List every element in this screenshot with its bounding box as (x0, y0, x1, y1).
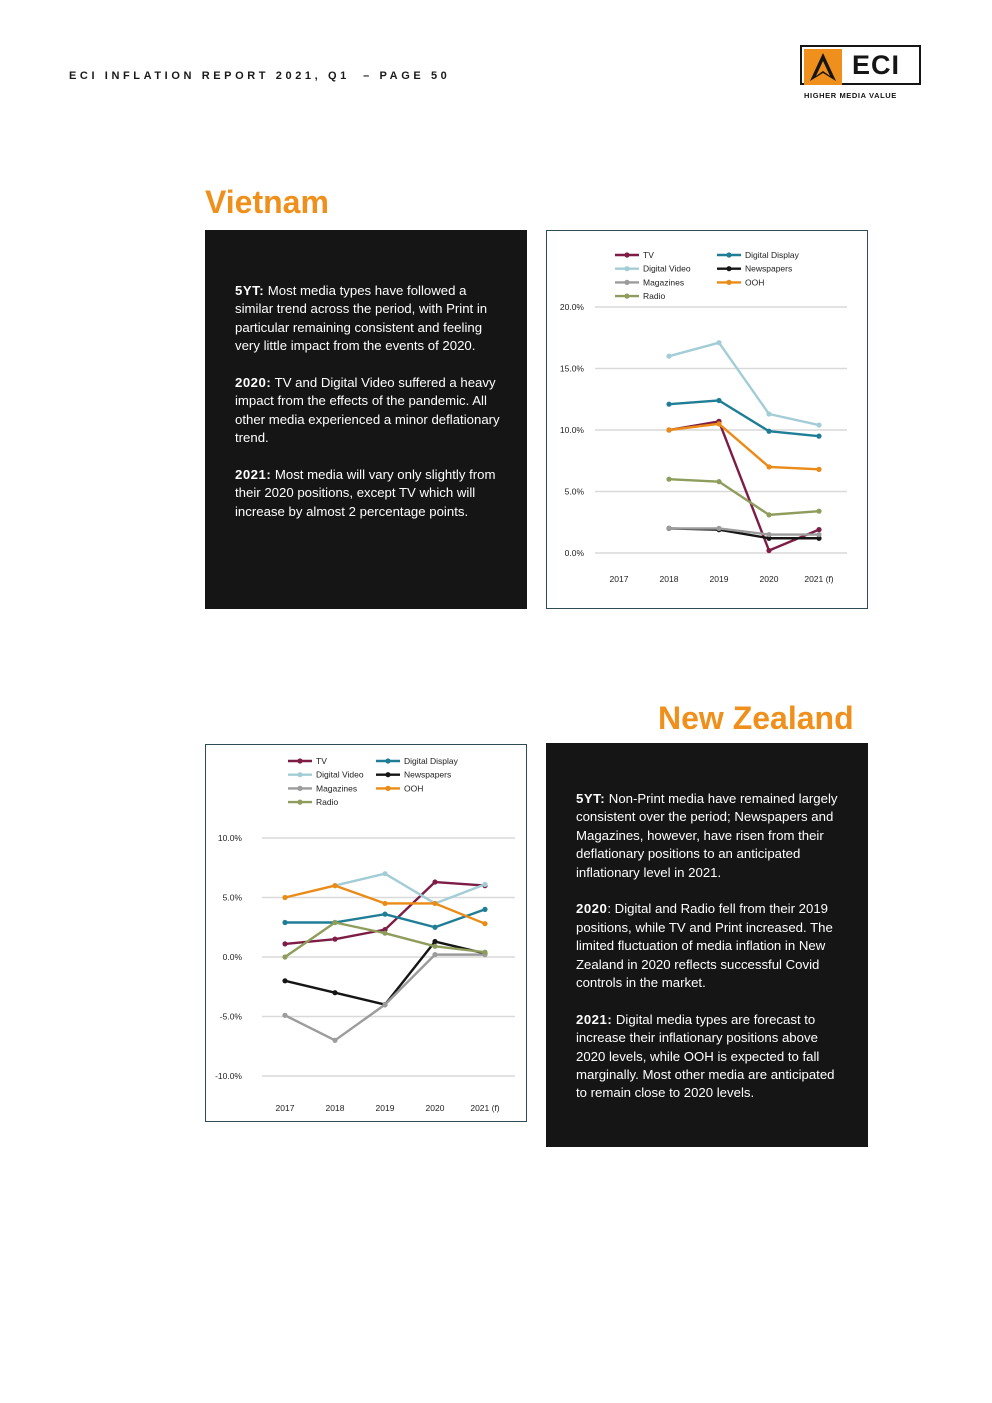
data-point-magazines (766, 532, 771, 537)
data-point-ooh (766, 464, 771, 469)
data-point-newspapers (282, 978, 287, 983)
series-line-magazines (285, 955, 485, 1041)
data-point-ooh (716, 421, 721, 426)
legend-label-magazines: Magazines (316, 783, 358, 794)
legend-label-digital-display: Digital Display (745, 250, 799, 260)
new-zealand-commentary-panel (546, 743, 868, 1147)
legend-marker-digital-display (385, 758, 390, 763)
y-tick-label: 5.0% (222, 892, 242, 903)
x-tick-label: 2018 (659, 574, 679, 584)
data-point-ooh (482, 921, 487, 926)
y-tick-label: 20.0% (559, 302, 584, 312)
data-point-magazines (716, 526, 721, 531)
report-header-title: ECI INFLATION REPORT 2021, Q1 – PAGE 50 (69, 70, 451, 82)
data-point-digital-display (282, 920, 287, 925)
legend-marker-newspapers (385, 772, 390, 777)
data-point-digital-display (432, 925, 437, 930)
data-point-magazines (432, 952, 437, 957)
x-tick-label: 2017 (609, 574, 629, 584)
vietnam-paragraph-2021: 2021: Most media will vary only slightly from their 2020 positions, except TV which will increase by almost 2 percentage points. (235, 467, 496, 519)
y-tick-label: 15.0% (559, 363, 584, 374)
x-tick-label: 2021 (f) (470, 1103, 500, 1113)
data-point-digital-display (382, 912, 387, 917)
x-tick-label: 2019 (709, 574, 729, 584)
x-tick-label: 2018 (325, 1103, 345, 1113)
data-point-tv (332, 937, 337, 942)
logo-arrow-icon (804, 49, 842, 85)
vietnam-paragraph-5yt: 5YT: Most media types have followed a similar trend across the period, with Print in particular remaining consistent and feeling very little impact from the events of 2020. (235, 283, 488, 354)
new-zealand-paragraph-2020: 2020: Digital and Radio fell from their 2019 positions, while TV and Print increased. The limited fluctuation of media inflation in New Zealand in 2020 reflects successful Covid controls in the market. (576, 901, 833, 991)
x-tick-label: 2020 (425, 1103, 445, 1113)
legend-marker-ooh (726, 280, 731, 285)
data-point-digital-display (766, 429, 771, 434)
data-point-digital-video (482, 882, 487, 887)
x-tick-label: 2020 (759, 574, 779, 584)
series-line-digital-video (335, 874, 485, 904)
data-point-digital-display (666, 402, 671, 407)
data-point-radio (332, 920, 337, 925)
series-line-digital-video (669, 343, 819, 425)
logo-frame (800, 45, 921, 85)
data-point-digital-video (716, 340, 721, 345)
data-point-radio (282, 954, 287, 959)
y-tick-label: 0.0% (564, 548, 584, 558)
x-tick-label: 2019 (375, 1103, 395, 1113)
data-point-radio (666, 477, 671, 482)
x-tick-label: 2017 (275, 1103, 295, 1113)
legend-label-tv: TV (316, 756, 327, 766)
legend-marker-magazines (624, 280, 629, 285)
new-zealand-chart (205, 744, 527, 1122)
legend-marker-tv (297, 758, 302, 763)
data-point-tv (432, 879, 437, 884)
data-point-digital-display (482, 907, 487, 912)
legend-marker-tv (624, 252, 629, 257)
legend-label-magazines: Magazines (643, 277, 685, 288)
data-point-radio (816, 509, 821, 514)
y-tick-label: -10.0% (215, 1071, 242, 1081)
vietnam-paragraph-2020: 2020: TV and Digital Video suffered a heavy impact from the effects of the pandemic. All other media experienced a minor deflationary trend. (235, 375, 500, 446)
new-zealand-paragraph-5yt: 5YT: Non-Print media have remained largely consistent over the period; Newspapers and Magazines, however, have risen from their deflationary positions to an anticipated inflationary level in 2021. (576, 791, 838, 880)
data-point-radio (382, 931, 387, 936)
data-point-digital-video (766, 411, 771, 416)
vietnam-commentary-panel (205, 230, 527, 609)
data-point-digital-display (716, 398, 721, 403)
logo-mark (804, 49, 842, 85)
legend-label-newspapers: Newspapers (404, 769, 452, 780)
eci-logo (800, 45, 923, 101)
series-line-newspapers (669, 528, 819, 538)
y-tick-label: -5.0% (219, 1011, 242, 1022)
vietnam-chart (546, 230, 868, 609)
legend-label-digital-display: Digital Display (404, 756, 458, 766)
data-point-radio (766, 512, 771, 517)
logo-tagline: HIGHER MEDIA VALUE (804, 91, 897, 100)
legend-label-ooh: OOH (745, 277, 765, 288)
series-line-digital-display (669, 400, 819, 436)
data-point-digital-display (816, 434, 821, 439)
data-point-radio (716, 479, 721, 484)
new-zealand-paragraph-2021: 2021: Digital media types are forecast to increase their inflationary positions above 2020 levels, while OOH is expected to fall marginally. Most other media are anticipated to remain close to 2020 levels. (576, 1011, 835, 1101)
data-point-ooh (282, 895, 287, 900)
data-point-magazines (332, 1038, 337, 1043)
legend-marker-ooh (385, 786, 390, 791)
legend-marker-digital-display (726, 252, 731, 257)
data-point-ooh (332, 883, 337, 888)
data-point-ooh (382, 901, 387, 906)
data-point-tv (282, 941, 287, 946)
data-point-magazines (816, 532, 821, 537)
y-tick-label: 5.0% (564, 486, 584, 497)
data-point-newspapers (432, 939, 437, 944)
data-point-tv (766, 548, 771, 553)
legend-marker-magazines (297, 786, 302, 791)
data-point-tv (816, 527, 821, 532)
data-point-ooh (816, 467, 821, 472)
data-point-radio (432, 944, 437, 949)
vietnam-title: Vietnam (205, 184, 329, 220)
data-point-digital-video (382, 871, 387, 876)
data-point-magazines (282, 1013, 287, 1018)
legend-marker-newspapers (726, 266, 731, 271)
series-line-newspapers (285, 942, 485, 1005)
data-point-magazines (382, 1002, 387, 1007)
legend-marker-digital-video (624, 266, 629, 271)
new-zealand-title: New Zealand (658, 700, 854, 736)
legend-marker-digital-video (297, 772, 302, 777)
legend-label-radio: Radio (316, 797, 339, 808)
legend-label-newspapers: Newspapers (745, 263, 793, 274)
legend-label-ooh: OOH (404, 783, 424, 794)
new-zealand-chart-svg (206, 745, 528, 1123)
data-point-newspapers (332, 990, 337, 995)
legend-marker-radio (297, 800, 302, 805)
logo-text: ECI (852, 50, 901, 80)
legend-label-digital-video: Digital Video (316, 769, 364, 780)
data-point-digital-video (816, 422, 821, 427)
y-tick-label: 10.0% (559, 425, 584, 435)
y-tick-label: 0.0% (222, 952, 242, 962)
legend-label-digital-video: Digital Video (643, 263, 691, 274)
data-point-digital-video (666, 354, 671, 359)
x-tick-label: 2021 (f) (804, 574, 834, 584)
vietnam-chart-svg (547, 231, 869, 610)
y-tick-label: 10.0% (217, 833, 242, 843)
legend-label-tv: TV (643, 250, 654, 260)
data-point-ooh (432, 901, 437, 906)
data-point-magazines (666, 526, 671, 531)
legend-label-radio: Radio (643, 291, 666, 302)
data-point-ooh (666, 427, 671, 432)
data-point-radio (482, 950, 487, 955)
legend-marker-radio (624, 294, 629, 299)
